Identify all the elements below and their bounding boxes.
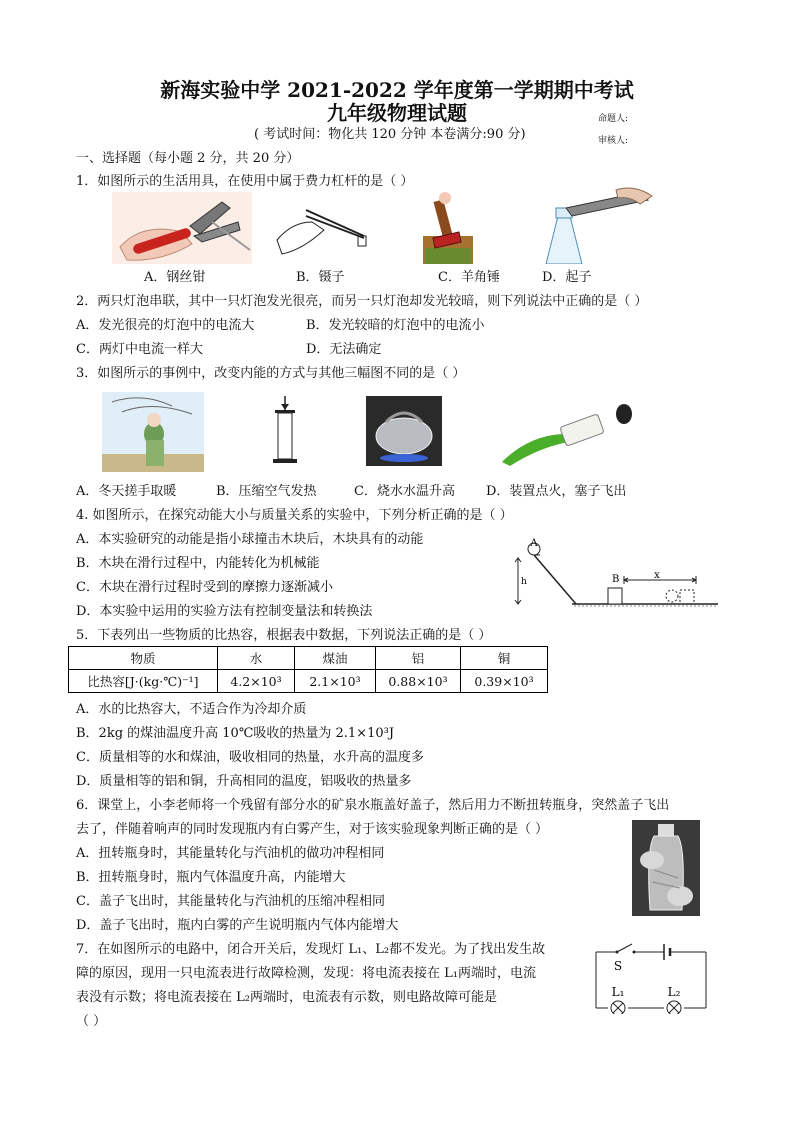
table-cell: 0.39×10³ xyxy=(461,670,548,693)
q7-stem-line3: 表没有示数；将电流表接在 L₂两端时，电流表有示数，则电路故障可能是 xyxy=(76,990,497,1005)
label-l1: L₁ xyxy=(611,985,625,999)
q2-option-d: D．无法确定 xyxy=(306,342,382,357)
label-h: h xyxy=(521,577,527,587)
q7-stem-line1: 7．在如图所示的电路中，闭合开关后，发现灯 L₁、L₂都不发光。为了找出发生故 xyxy=(76,942,546,957)
rubbing-hands-image xyxy=(102,392,204,472)
q1-option-c: C．羊角锤 xyxy=(438,270,500,285)
table-header-row xyxy=(69,647,548,670)
pliers-image xyxy=(112,192,252,264)
q6-stem-line1: 6．课堂上，小李老师将一个残留有部分水的矿泉水瓶盖好盖子，然后用力不断扭转瓶身，突然盖子飞出 xyxy=(76,798,670,813)
air-compression-image xyxy=(270,396,300,466)
q3-stem: 3．如图所示的事例中，改变内能的方式与其他三幅图不同的是（ ） xyxy=(76,366,466,381)
q1-option-a: A．钢丝钳 xyxy=(144,270,206,285)
tweezers-image xyxy=(272,192,378,260)
q1-stem: 1．如图所示的生活用具，在使用中属于费力杠杆的是（ ） xyxy=(76,174,414,189)
table-row xyxy=(69,670,548,693)
cork-pop-image xyxy=(498,396,634,466)
q3-option-d: D．装置点火，塞子飞出 xyxy=(486,484,627,499)
reviewer-label: 审核人: xyxy=(598,136,629,146)
q5-option-d: D．质量相等的铝和铜，升高相同的温度，铝吸收的热量多 xyxy=(76,774,412,789)
claw-hammer-image xyxy=(423,192,473,264)
q7-stem-line4: （ ） xyxy=(76,1014,107,1029)
label-b: B xyxy=(612,574,620,585)
table-cell: 2.1×10³ xyxy=(295,670,376,693)
q4-option-b: B．木块在滑行过程中，内能转化为机械能 xyxy=(76,556,320,571)
exam-info: ( 考试时间：物化共 120 分钟 本卷满分:90 分) xyxy=(254,127,526,142)
twisted-bottle-photo xyxy=(632,820,700,916)
q7-stem-line2: 障的原因，现用一只电流表进行故障检测，发现：将电流表接在 L₁两端时，电流 xyxy=(76,966,536,981)
q6-option-b: B．扭转瓶身时，瓶内气体温度升高，内能增大 xyxy=(76,870,346,885)
table-header-cell: 物质 xyxy=(69,647,218,670)
boiling-kettle-image xyxy=(366,396,442,466)
exam-title: 新海实验中学 2021-2022 学年度第一学期期中考试 xyxy=(160,78,634,102)
q2-option-a: A．发光很亮的灯泡中的电流大 xyxy=(76,318,255,333)
q1-option-d: D．起子 xyxy=(542,270,592,285)
specific-heat-table xyxy=(68,646,548,693)
q5-option-b: B．2kg 的煤油温度升高 10℃吸收的热量为 2.1×10³J xyxy=(76,726,395,741)
table-cell: 比热容[J·(kg·℃)⁻¹] xyxy=(69,670,218,693)
q4-stem: 4. 如图所示，在探究动能大小与质量关系的实验中，下列分析正确的是（ ） xyxy=(76,508,513,523)
exam-subtitle: 九年级物理试题 xyxy=(327,101,467,125)
bottle-opener-image xyxy=(542,186,654,264)
circuit-diagram xyxy=(588,940,714,1014)
table-cell: 0.88×10³ xyxy=(376,670,461,693)
label-l2: L₂ xyxy=(667,985,681,999)
q4-option-a: A．本实验研究的动能是指小球撞击木块后，木块具有的动能 xyxy=(76,532,424,547)
q5-stem: 5．下表列出一些物质的比热容，根据表中数据，下列说法正确的是（ ） xyxy=(76,628,492,643)
q6-option-c: C．盖子飞出时，其能量转化与汽油机的压缩冲程相同 xyxy=(76,894,385,909)
table-header-cell: 水 xyxy=(218,647,295,670)
table-cell: 4.2×10³ xyxy=(218,670,295,693)
q3-option-b: B．压缩空气发热 xyxy=(216,484,317,499)
section-heading: 一、选择题（每小题 2 分，共 20 分） xyxy=(76,151,300,166)
q6-option-d: D．盖子飞出时，瓶内白雾的产生说明瓶内气体内能增大 xyxy=(76,918,399,933)
kinetic-energy-figure xyxy=(512,538,724,610)
table-header-cell: 铜 xyxy=(461,647,548,670)
q5-option-c: C．质量相等的水和煤油，吸收相同的热量，水升高的温度多 xyxy=(76,750,424,765)
table-header-cell: 铝 xyxy=(376,647,461,670)
q5-option-a: A．水的比热容大，不适合作为冷却介质 xyxy=(76,702,307,717)
label-x: x xyxy=(654,570,660,581)
label-a: A xyxy=(530,538,538,549)
label-switch: S xyxy=(613,959,623,973)
q4-option-d: D．本实验中运用的实验方法有控制变量法和转换法 xyxy=(76,604,373,619)
q2-option-b: B．发光较暗的灯泡中的电流小 xyxy=(306,318,485,333)
q2-option-c: C．两灯中电流一样大 xyxy=(76,342,203,357)
q2-stem: 2．两只灯泡串联，其中一只灯泡发光很亮，而另一只灯泡却发光较暗，则下列说法中正确的是（ ） xyxy=(76,294,648,309)
q6-stem-line2: 去了，伴随着响声的同时发现瓶内有白雾产生，对于该实验现象判断正确的是（ ） xyxy=(76,822,549,837)
q4-option-c: C．木块在滑行过程时受到的摩擦力逐渐减小 xyxy=(76,580,333,595)
table-header-cell: 煤油 xyxy=(295,647,376,670)
q3-option-a: A．冬天搓手取暖 xyxy=(76,484,177,499)
q3-option-c: C．烧水水温升高 xyxy=(354,484,455,499)
q6-option-a: A．扭转瓶身时，其能量转化与汽油机的做功冲程相同 xyxy=(76,846,385,861)
setter-label: 命题人: xyxy=(598,114,629,124)
q1-option-b: B．镊子 xyxy=(296,270,345,285)
